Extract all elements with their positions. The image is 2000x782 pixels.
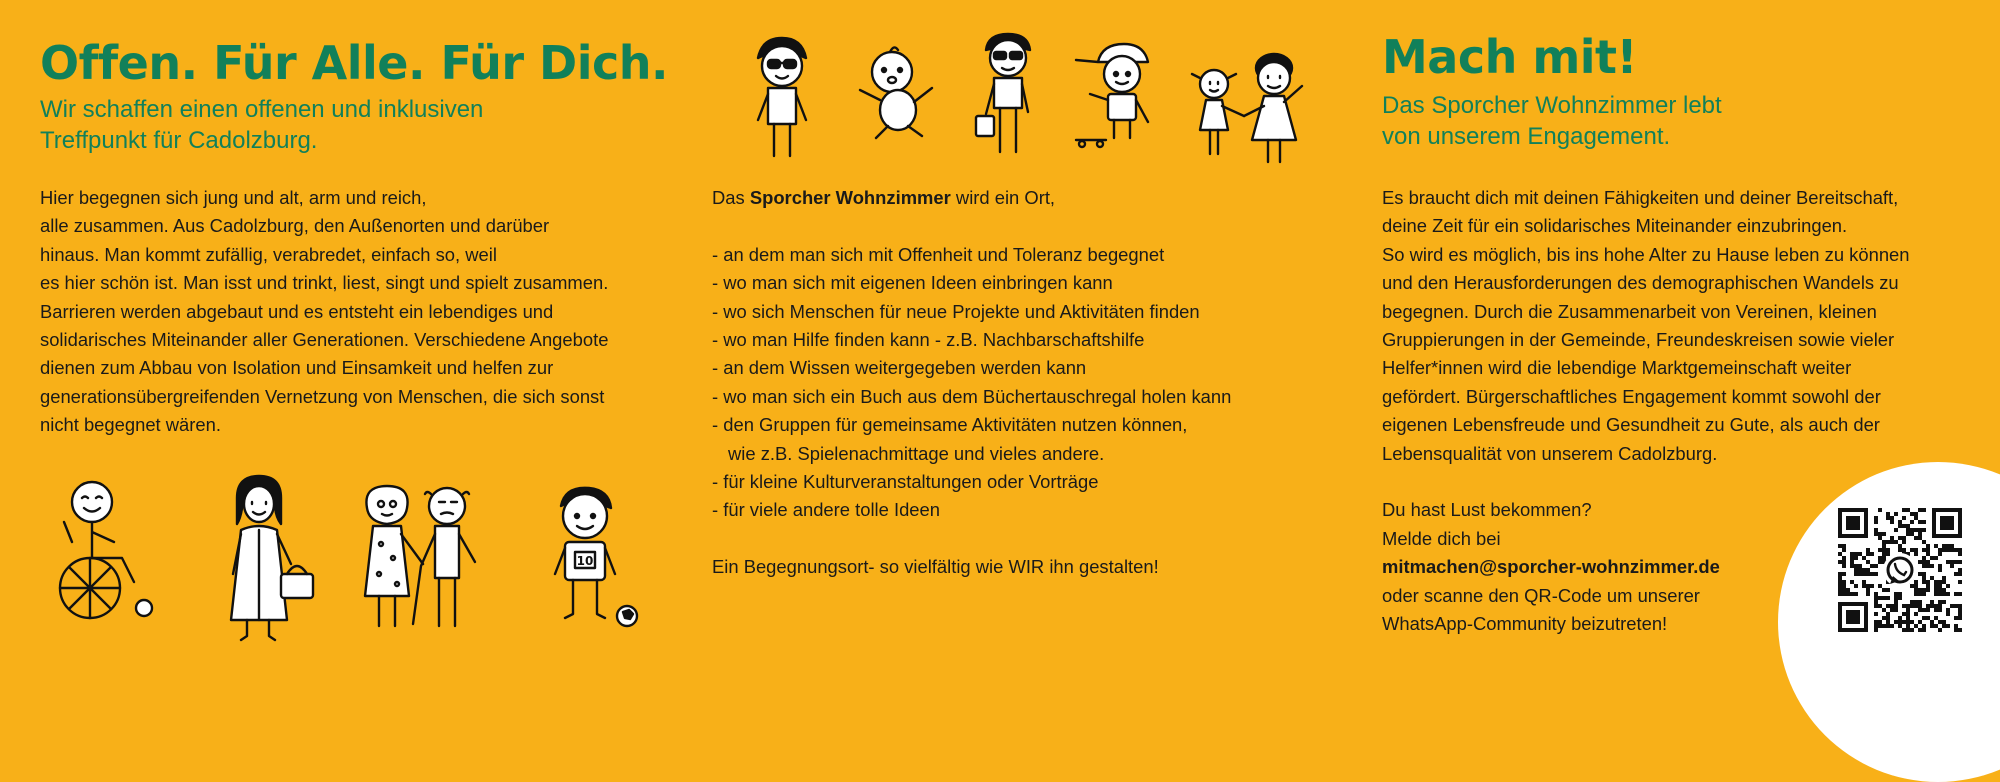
teen-with-bag-icon xyxy=(972,32,1044,162)
kid-with-cap-and-skateboard-icon xyxy=(1068,40,1168,150)
left-body-line: es hier schön ist. Man isst und trinkt, liest, singt und spielt zusammen. xyxy=(40,272,609,294)
right-body-line: eigenen Lebensfreude und Gesundheit zu Gute, als auch der xyxy=(1382,414,1880,436)
right-body-line: begegnen. Durch die Zusammenarbeit von Vereinen, kleinen xyxy=(1382,300,1877,322)
child-with-ball-icon xyxy=(545,486,645,636)
left-subline xyxy=(40,94,483,156)
intro-prefix: Das xyxy=(712,187,750,208)
middle-body xyxy=(712,184,1231,582)
whatsapp-qr-code-icon[interactable] xyxy=(1838,508,1962,632)
right-body-line: So wird es möglich, bis ins hohe Alter zu Hause leben zu können xyxy=(1382,243,1910,265)
right-body-line: Gruppierungen in der Gemeinde, Freundeskreisen sowie vieler xyxy=(1382,329,1895,351)
left-body-line: nicht begegnet wären. xyxy=(40,414,221,436)
cta-qr-hint: oder scanne den QR-Code um unserer xyxy=(1382,584,1700,606)
list-item: - an dem man sich mit Offenheit und Toleranz begegnet xyxy=(712,243,1165,265)
list-item: - wo man Hilfe finden kann - z.B. Nachbarschaftshilfe xyxy=(712,329,1145,351)
list-item: - den Gruppen für gemeinsame Aktivitäten nutzen können, xyxy=(712,414,1188,436)
left-body-line: Hier begegnen sich jung und alt, arm und reich, xyxy=(40,187,427,208)
cta-question: Du hast Lust bekommen? xyxy=(1382,499,1592,521)
left-subline-line: Wir schaffen einen offenen und inklusiven xyxy=(40,96,484,123)
right-body-line: Es braucht dich mit deinen Fähigkeiten und deiner Bereitschaft, xyxy=(1382,187,1899,208)
list-item: - an dem Wissen weitergegeben werden kann xyxy=(712,357,1087,379)
list-item: - wo sich Menschen für neue Projekte und Aktivitäten finden xyxy=(712,300,1200,322)
middle-intro xyxy=(712,184,1231,212)
left-body-line: alle zusammen. Aus Cadolzburg, den Außenorten und darüber xyxy=(40,215,550,237)
dancing-baby-icon xyxy=(852,44,942,144)
left-body-line: solidarisches Miteinander aller Generationen. Verschiedene Angebote xyxy=(40,329,609,351)
cta-contact-intro: Melde dich bei xyxy=(1382,527,1501,549)
list-item: - für viele andere tolle Ideen xyxy=(712,499,940,521)
woman-with-handbag-icon xyxy=(215,474,320,644)
right-body-line: deine Zeit für ein solidarisches Miteinander einzubringen. xyxy=(1382,215,1848,237)
left-headline: Offen. Für Alle. Für Dich. xyxy=(40,36,668,90)
list-item: - für kleine Kulturveranstaltungen oder Vorträge xyxy=(712,471,1099,493)
left-body-line: hinaus. Man kommt zufällig, verabredet, einfach so, weil xyxy=(40,243,497,265)
list-item: wie z.B. Spielenachmittage und vieles andere. xyxy=(728,442,1105,464)
contact-email-link[interactable]: mitmachen@sporcher-wohnzimmer.de xyxy=(1382,556,1720,578)
left-subline-line: Treffpunkt für Cadolzburg. xyxy=(40,127,318,154)
wheelchair-person-icon xyxy=(52,476,162,626)
right-body-line: gefördert. Bürgerschaftliches Engagement kommt sowohl der xyxy=(1382,385,1881,407)
cta-community: WhatsApp-Community beizutreten! xyxy=(1382,613,1668,635)
list-item: - wo man sich ein Buch aus dem Büchertauschregal holen kann xyxy=(712,385,1232,407)
left-body-line: dienen zum Abbau von Isolation und Einsamkeit und helfen zur xyxy=(40,357,554,379)
right-headline: Mach mit! xyxy=(1382,30,1638,84)
intro-brand-name: Sporcher Wohnzimmer xyxy=(749,187,951,208)
right-subline xyxy=(1382,90,1722,152)
intro-suffix: wird ein Ort, xyxy=(950,187,1056,208)
right-subline-line: Das Sporcher Wohnzimmer lebt xyxy=(1382,92,1722,119)
left-body xyxy=(40,184,608,440)
right-body-line: Helfer*innen wird die lebendige Marktgemeinschaft weiter xyxy=(1382,357,1852,379)
elderly-couple-icon xyxy=(355,484,505,644)
right-subline-line: von unserem Engagement. xyxy=(1382,123,1671,150)
two-girls-holding-hands-icon xyxy=(1188,52,1318,172)
jersey-number: 10 xyxy=(576,554,594,568)
list-item: - wo man sich mit eigenen Ideen einbringen kann xyxy=(712,272,1113,294)
kid-with-sunglasses-icon xyxy=(748,36,818,164)
right-body-line: Lebensqualität von unserem Cadolzburg. xyxy=(1382,442,1718,464)
middle-closing: Ein Begegnungsort- so vielfältig wie WIR ihn gestalten! xyxy=(712,556,1159,578)
left-body-line: generationsübergreifenden Vernetzung von Menschen, die sich sonst xyxy=(40,385,605,407)
right-body-line: und den Herausforderungen des demographischen Wandels zu xyxy=(1382,272,1899,294)
left-body-line: Barrieren werden abgebaut und es entsteht ein lebendiges und xyxy=(40,300,554,322)
